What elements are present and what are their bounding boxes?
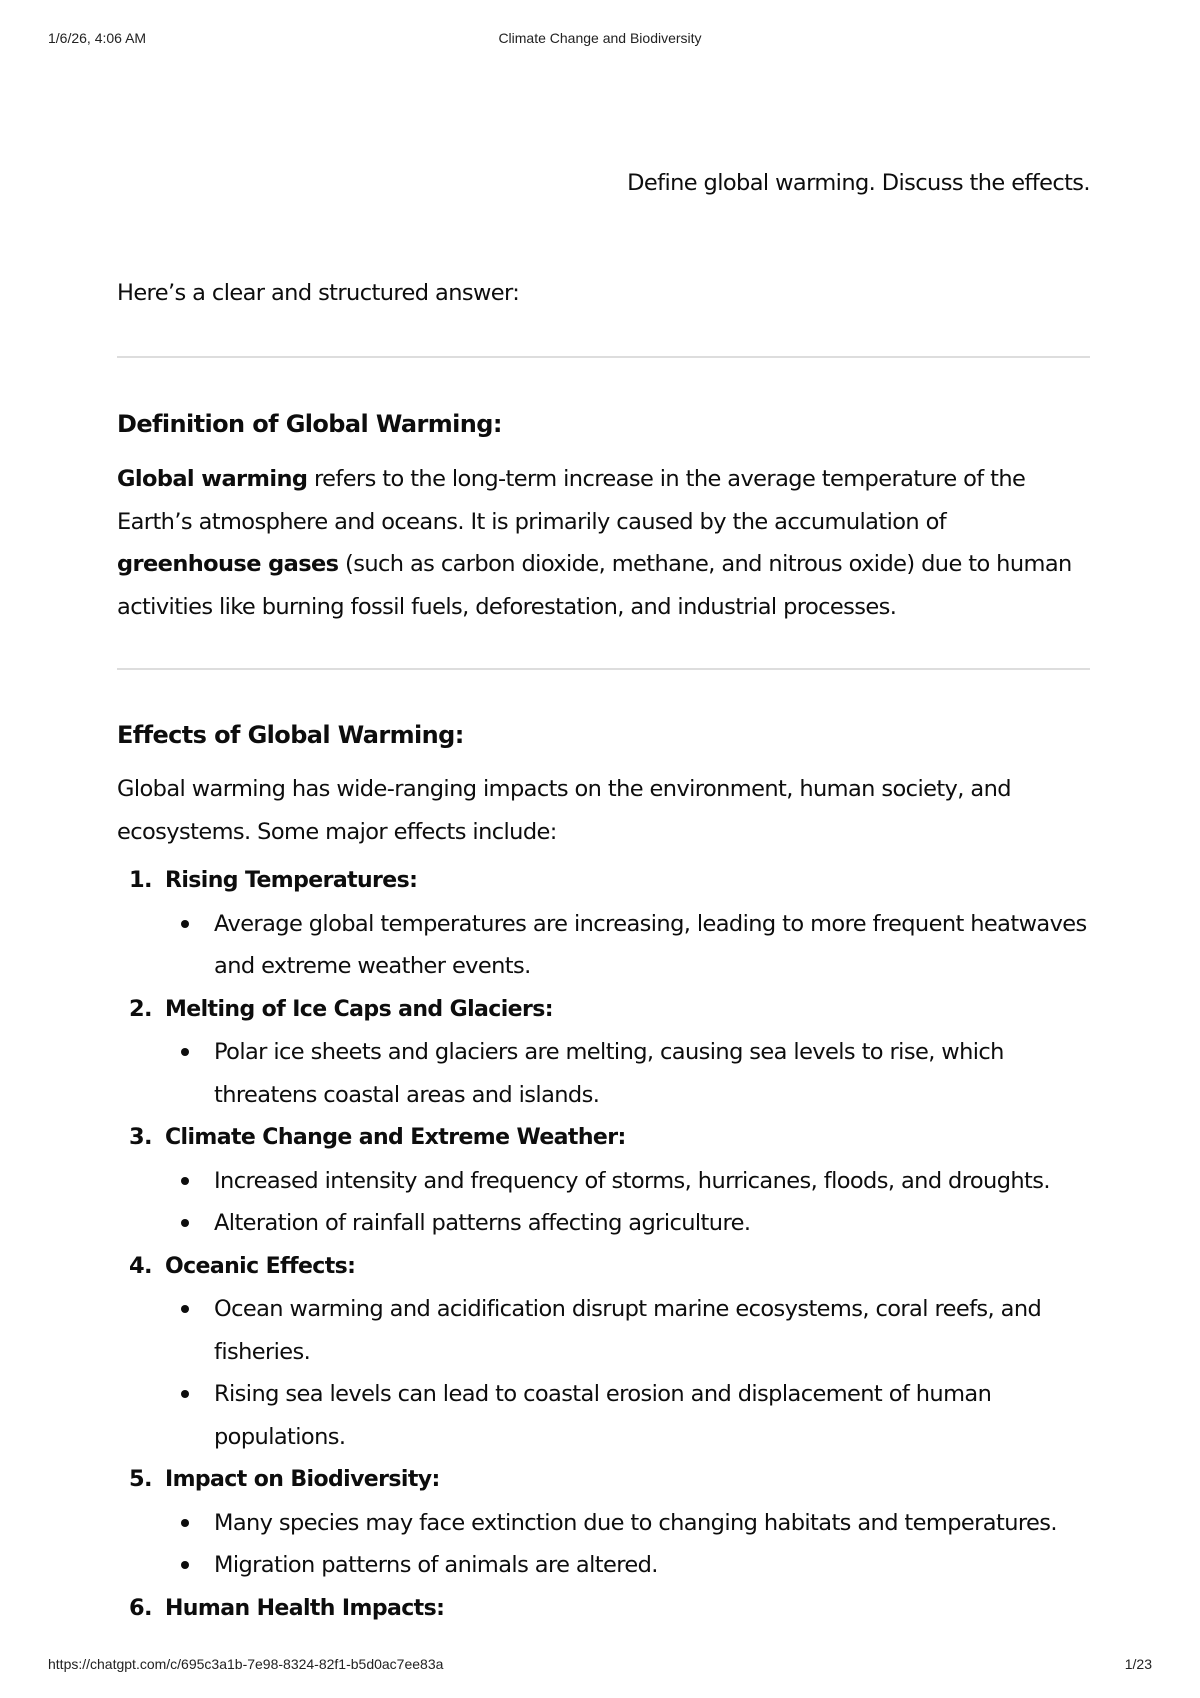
print-datetime: 1/6/26, 4:06 AM [48,30,147,46]
effect-title: Rising Temperatures: [165,868,418,893]
divider [117,668,1090,670]
bullet-icon [181,1048,189,1056]
effect-sublist [165,1160,1090,1245]
effect-sublist [165,903,1090,988]
effect-item [117,988,1090,1117]
answer-intro: Here’s a clear and structured answer: [117,280,520,306]
effect-subitem [165,1502,1090,1545]
effect-subitem-text: Many species may face extinction due to changing habitats and temperatures. [214,1509,1057,1536]
effect-sublist [165,1502,1090,1587]
effect-title: Oceanic Effects: [165,1253,356,1279]
effect-subitem [165,1373,1090,1458]
effect-subitem [165,1160,1090,1203]
bullet-icon [181,1177,189,1185]
print-header [48,30,1152,50]
effect-subitem-text: Alteration of rainfall patterns affecting agriculture. [214,1210,751,1236]
bullet-icon [181,1219,189,1227]
definition-bold-2: greenhouse gases [117,551,339,577]
effect-title: Impact on Biodiversity: [165,1467,440,1492]
effect-number: 6. [129,1594,153,1621]
effect-subitem [165,1202,1090,1245]
print-footer [48,1656,1152,1676]
effect-number: 4. [129,1252,153,1279]
effect-item [117,1116,1090,1245]
effect-item [117,859,1090,988]
bullet-icon [181,1561,189,1569]
effects-heading: Effects of Global Warming: [117,721,464,749]
definition-text-2: (such as carbon dioxide, methane, and nitrous oxide) due to human activities like burning fossil fuels, deforestation, and industrial processes. [117,551,1072,620]
bullet-icon [181,1390,189,1398]
effect-subitem-text: Increased intensity and frequency of storms, hurricanes, floods, and droughts. [214,1167,1050,1194]
bullet-icon [181,1519,189,1527]
effect-sublist [165,1031,1090,1116]
print-title: Climate Change and Biodiversity [498,30,702,46]
definition-paragraph [117,458,1090,628]
divider [117,356,1090,358]
effect-item [117,1245,1090,1459]
effect-subitem-text: Rising sea levels can lead to coastal erosion and displacement of human populations. [214,1381,992,1450]
effect-subitem-text: Ocean warming and acidification disrupt marine ecosystems, coral reefs, and fisheries. [214,1296,1042,1365]
effect-subitem [165,903,1090,988]
effects-intro: Global warming has wide-ranging impacts on the environment, human society, and ecosystems. Some major effects include: [117,776,1011,845]
definition-heading: Definition of Global Warming: [117,410,502,438]
effects-list [117,859,1090,1630]
page-number: 1/23 [1124,1656,1152,1672]
definition-text-1: refers to the long-term increase in the average temperature of the Earth’s atmosphere and oceans. It is primarily caused by the accumulation of [117,466,1026,535]
effect-item [117,1587,1090,1631]
effect-number: 5. [129,1466,153,1492]
effect-subitem-text: Migration patterns of animals are altered. [214,1552,658,1578]
print-url: https://chatgpt.com/c/695c3a1b-7e98-8324-82f1-b5d0ac7ee83a [48,1656,444,1672]
effect-subitem [165,1544,1090,1587]
user-message: Define global warming. Discuss the effects. [627,170,1090,196]
definition-lead: Global warming [117,466,308,492]
bullet-icon [181,920,189,928]
effect-subitem-text: Average global temperatures are increasing, leading to more frequent heatwaves and extreme weather events. [214,910,1087,979]
effect-title: Melting of Ice Caps and Glaciers: [165,996,553,1022]
effect-title: Climate Change and Extreme Weather: [165,1125,626,1150]
effect-sublist [165,1288,1090,1458]
effect-number: 1. [129,867,153,893]
effect-subitem-text: Polar ice sheets and glaciers are melting, causing sea levels to rise, which threatens coastal areas and islands. [214,1039,1004,1108]
effect-subitem [165,1031,1090,1116]
effect-number: 3. [129,1124,153,1150]
effect-title: Human Health Impacts: [165,1595,445,1621]
effect-item [117,1458,1090,1587]
effect-number: 2. [129,995,153,1022]
bullet-icon [181,1305,189,1313]
effect-subitem [165,1288,1090,1373]
